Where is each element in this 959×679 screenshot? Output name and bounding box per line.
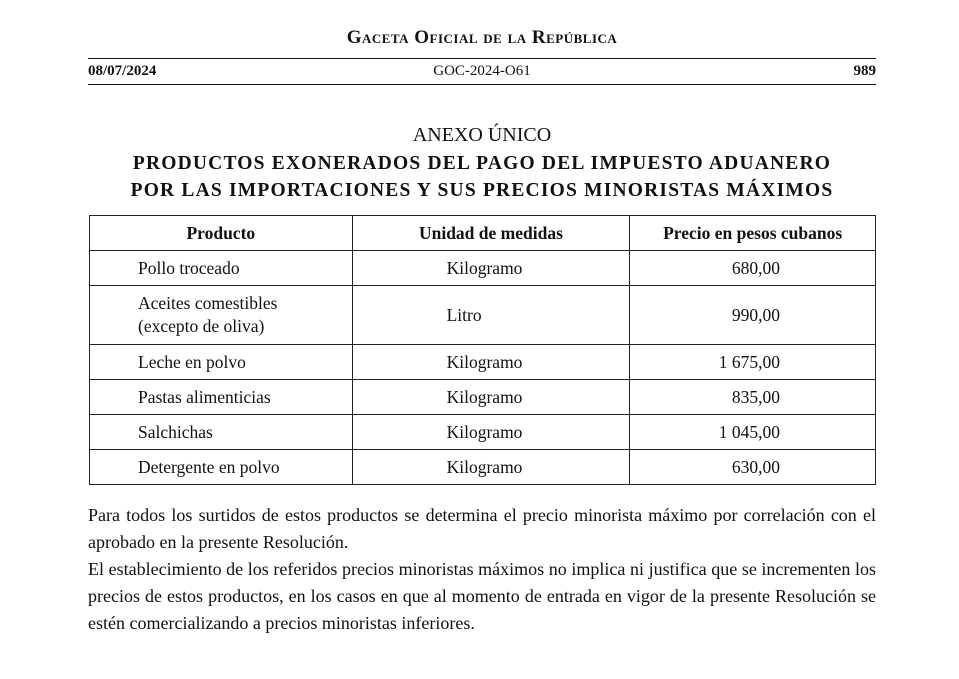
publication-title: Gaceta Oficial de la República bbox=[346, 27, 618, 48]
price-cell: 835,00 bbox=[630, 380, 876, 415]
price-cell: 990,00 bbox=[630, 286, 876, 345]
column-header-product: Producto bbox=[90, 216, 353, 251]
annex-title-line-1: PRODUCTOS EXONERADOS DEL PAGO DEL IMPUESTO ADUANERO bbox=[132, 153, 832, 174]
table-row bbox=[90, 286, 876, 345]
product-name: Salchichas bbox=[138, 421, 213, 442]
table-row bbox=[90, 450, 876, 485]
annex-title bbox=[88, 150, 876, 204]
product-cell bbox=[90, 450, 353, 485]
price-cell: 1 675,00 bbox=[630, 345, 876, 380]
table-row bbox=[90, 415, 876, 450]
table-header-row bbox=[90, 216, 876, 251]
product-cell bbox=[90, 345, 353, 380]
product-name-note: (excepto de oliva) bbox=[138, 316, 265, 336]
price-table bbox=[89, 215, 876, 485]
column-header-unit: Unidad de medidas bbox=[352, 216, 630, 251]
product-name: Aceites comestibles bbox=[138, 293, 278, 313]
product-name: Pollo troceado bbox=[138, 257, 240, 278]
product-cell bbox=[90, 286, 353, 345]
column-header-price: Precio en pesos cubanos bbox=[630, 216, 876, 251]
product-cell bbox=[90, 415, 353, 450]
body-text bbox=[88, 502, 876, 637]
issue-date: 08/07/2024 bbox=[88, 63, 157, 79]
unit-cell: Kilogramo bbox=[352, 450, 630, 485]
unit-cell: Kilogramo bbox=[352, 380, 630, 415]
page-number: 989 bbox=[853, 63, 876, 79]
price-cell: 1 045,00 bbox=[630, 415, 876, 450]
price-cell: 630,00 bbox=[630, 450, 876, 485]
product-name: Pastas alimenticias bbox=[138, 386, 271, 407]
paragraph: El establecimiento de los referidos precios minoristas máximos no implica ni justifica que se incrementen los precios de estos productos, en los casos en que al momento de entrada en vigor de la presente Resolución se estén comercializando a precios minoristas inferiores. bbox=[88, 559, 876, 633]
annex-title-line-2: POR LAS IMPORTACIONES Y SUS PRECIOS MINORISTAS MÁXIMOS bbox=[130, 180, 834, 201]
product-cell bbox=[90, 251, 353, 286]
header-rule-bottom bbox=[88, 84, 876, 85]
price-cell: 680,00 bbox=[630, 251, 876, 286]
product-cell bbox=[90, 380, 353, 415]
table-row bbox=[90, 380, 876, 415]
unit-cell: Litro bbox=[352, 286, 630, 345]
product-name: Leche en polvo bbox=[138, 351, 246, 372]
unit-cell: Kilogramo bbox=[352, 415, 630, 450]
header-line bbox=[88, 63, 876, 83]
issue-code: GOC-2024-O61 bbox=[433, 63, 531, 79]
unit-cell: Kilogramo bbox=[352, 251, 630, 286]
table-row bbox=[90, 345, 876, 380]
annex-label: ANEXO ÚNICO bbox=[412, 124, 552, 146]
unit-cell: Kilogramo bbox=[352, 345, 630, 380]
paragraph: Para todos los surtidos de estos productos se determina el precio minorista máximo por correlación con el aprobado en la presente Resolución. bbox=[88, 505, 876, 552]
product-name: Detergente en polvo bbox=[138, 456, 280, 477]
table-row bbox=[90, 251, 876, 286]
header-rule-top bbox=[88, 58, 876, 59]
